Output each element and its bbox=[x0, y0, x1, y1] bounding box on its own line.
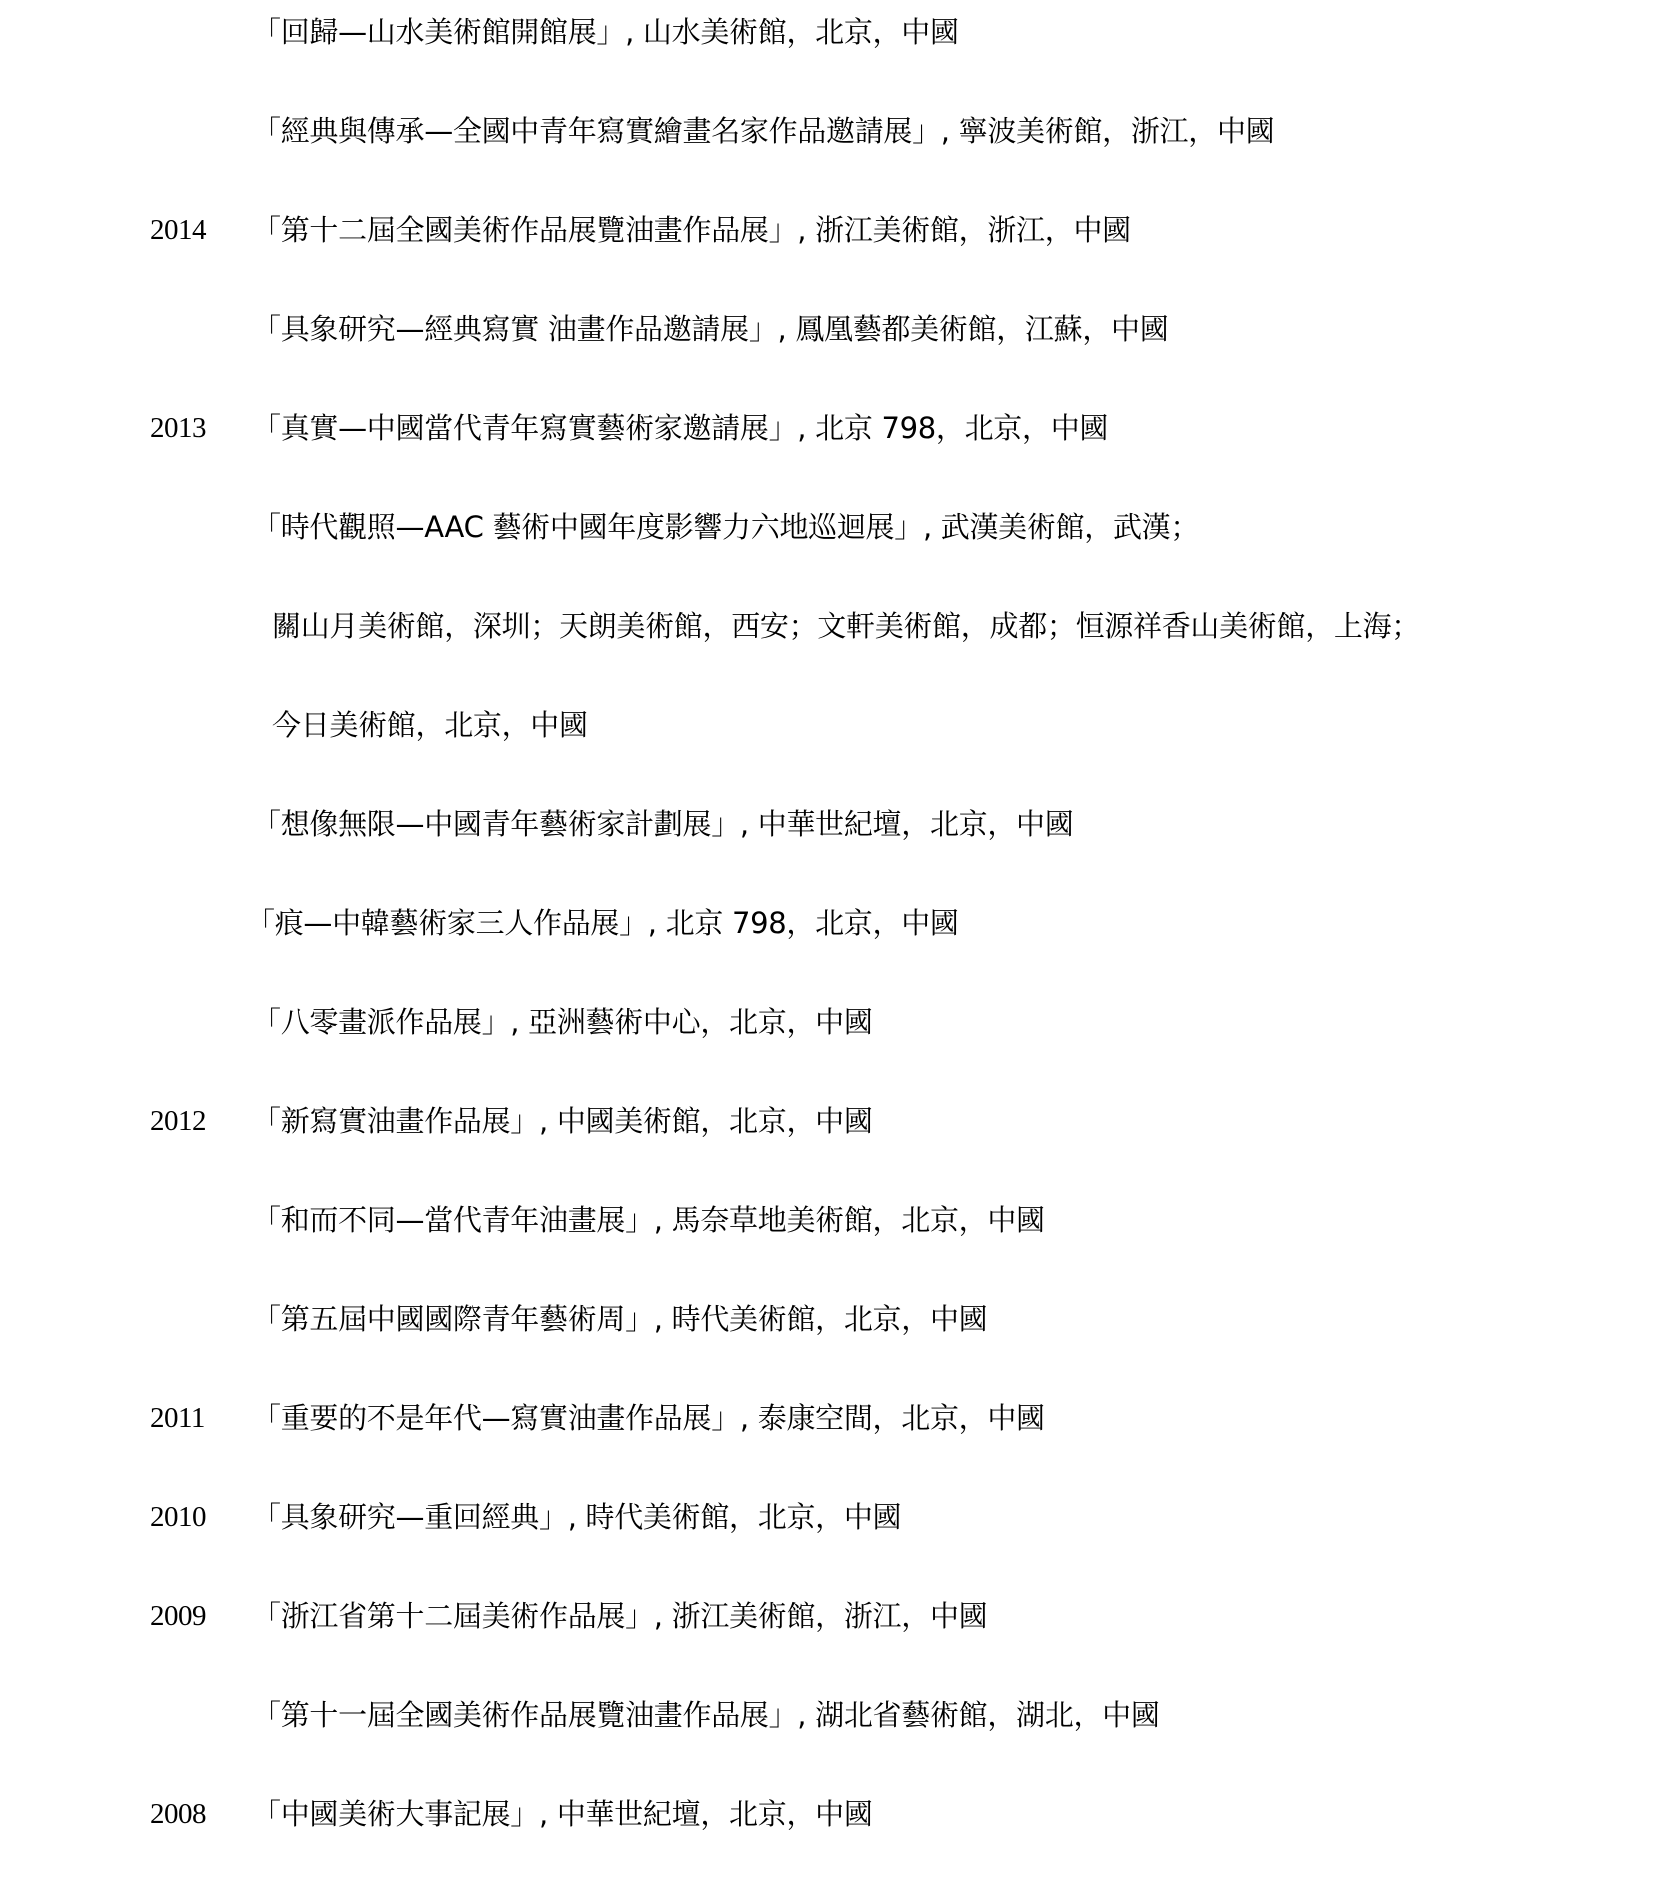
exhibition-entry bbox=[0, 893, 1654, 953]
exhibition-entry bbox=[0, 398, 1654, 458]
exhibition-text: 「真實—中國當代青年寫實藝術家邀請展」, 北京 798，北京，中國 bbox=[252, 411, 1109, 445]
year-label: 2014 bbox=[150, 214, 206, 246]
exhibition-entry-continuation bbox=[0, 695, 1654, 755]
exhibition-entry bbox=[0, 1586, 1654, 1646]
exhibition-entry bbox=[0, 1487, 1654, 1547]
year-label: 2010 bbox=[150, 1501, 206, 1533]
exhibition-text: 「浙江省第十二屆美術作品展」, 浙江美術館，浙江，中國 bbox=[252, 1599, 988, 1633]
exhibition-text: 「第五屆中國國際青年藝術周」, 時代美術館，北京，中國 bbox=[252, 1302, 988, 1336]
exhibition-text: 「時代觀照—AAC 藝術中國年度影響力六地巡迴展」, 武漢美術館，武漢； bbox=[252, 510, 1200, 544]
exhibition-entry bbox=[0, 200, 1654, 260]
exhibition-entry bbox=[0, 1091, 1654, 1151]
exhibition-entry bbox=[0, 101, 1654, 161]
exhibition-entry bbox=[0, 1685, 1654, 1745]
exhibition-text: 「回歸—山水美術館開館展」, 山水美術館，北京，中國 bbox=[252, 15, 959, 49]
exhibition-entry bbox=[0, 794, 1654, 854]
exhibition-entry bbox=[0, 299, 1654, 359]
exhibition-entry bbox=[0, 1289, 1654, 1349]
exhibition-text: 「重要的不是年代—寫實油畫作品展」, 泰康空間，北京，中國 bbox=[252, 1401, 1045, 1435]
year-label: 2011 bbox=[150, 1402, 205, 1434]
exhibition-entry bbox=[0, 1388, 1654, 1448]
year-label: 2009 bbox=[150, 1600, 206, 1632]
exhibition-text: 「痕—中韓藝術家三人作品展」, 北京 798，北京，中國 bbox=[246, 906, 959, 940]
exhibition-text: 「第十二屆全國美術作品展覽油畫作品展」, 浙江美術館，浙江，中國 bbox=[252, 213, 1131, 247]
exhibition-entry bbox=[0, 497, 1654, 557]
year-label: 2013 bbox=[150, 412, 206, 444]
exhibition-entry bbox=[0, 2, 1654, 62]
exhibition-text: 今日美術館，北京，中國 bbox=[272, 708, 588, 742]
exhibition-entry bbox=[0, 1190, 1654, 1250]
exhibition-text: 「中國美術大事記展」, 中華世紀壇，北京，中國 bbox=[252, 1797, 873, 1831]
exhibition-text: 「八零畫派作品展」, 亞洲藝術中心，北京，中國 bbox=[252, 1005, 873, 1039]
exhibition-text: 「經典與傳承—全國中青年寫實繪畫名家作品邀請展」, 寧波美術館，浙江，中國 bbox=[252, 114, 1275, 148]
exhibition-text: 「新寫實油畫作品展」, 中國美術館，北京，中國 bbox=[252, 1104, 873, 1138]
exhibition-text: 關山月美術館，深圳；天朗美術館，西安；文軒美術館，成都；恒源祥香山美術館，上海； bbox=[272, 609, 1421, 643]
exhibition-entry-continuation bbox=[0, 596, 1654, 656]
exhibition-text: 「具象研究—經典寫實 油畫作品邀請展」, 鳳凰藝都美術館，江蘇，中國 bbox=[252, 312, 1169, 346]
exhibition-text: 「和而不同—當代青年油畫展」, 馬奈草地美術館，北京，中國 bbox=[252, 1203, 1045, 1237]
exhibition-entry bbox=[0, 992, 1654, 1052]
exhibition-entry bbox=[0, 1784, 1654, 1844]
year-label: 2012 bbox=[150, 1105, 206, 1137]
exhibition-text: 「想像無限—中國青年藝術家計劃展」, 中華世紀壇，北京，中國 bbox=[252, 807, 1074, 841]
year-label: 2008 bbox=[150, 1798, 206, 1830]
exhibition-text: 「第十一屆全國美術作品展覽油畫作品展」, 湖北省藝術館，湖北，中國 bbox=[252, 1698, 1160, 1732]
exhibition-text: 「具象研究—重回經典」, 時代美術館，北京，中國 bbox=[252, 1500, 902, 1534]
